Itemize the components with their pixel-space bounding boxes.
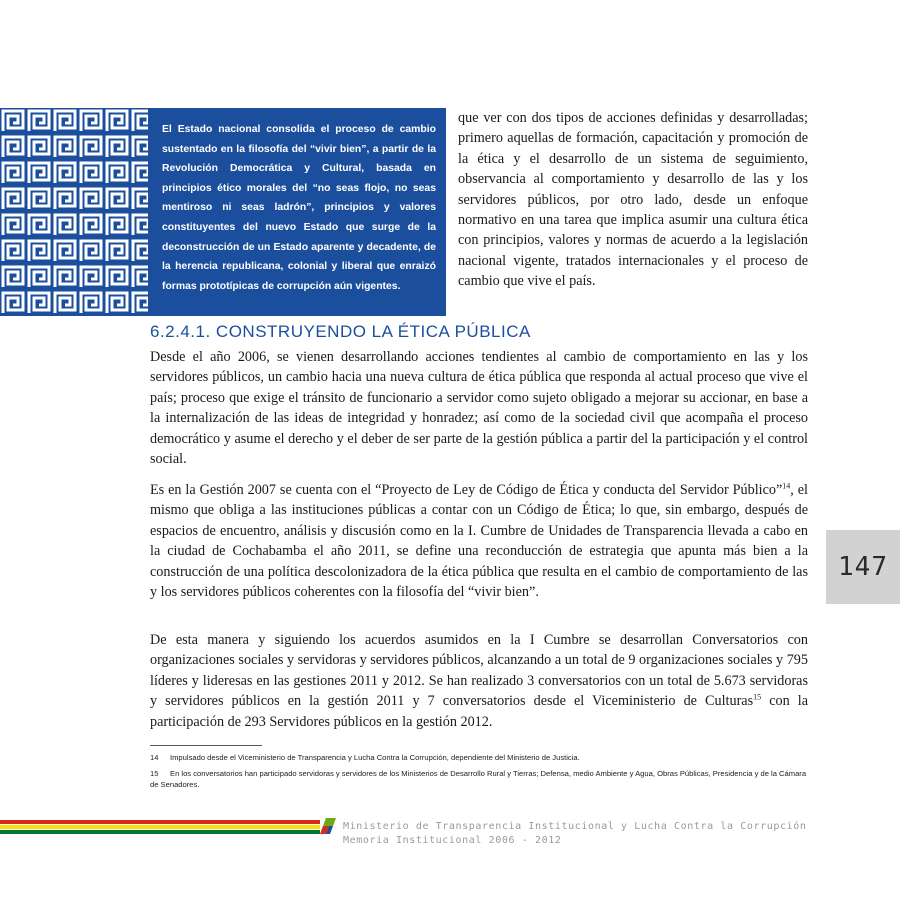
footer-ministry: Ministerio de Transparencia Institucional y Lucha Contra la Corrupción — [343, 821, 807, 832]
footnote-number: 15 — [150, 769, 159, 778]
paragraph-2-text-a: Es en la Gestión 2007 se cuenta con el “Proyecto de Ley de Código de Ética y conducta del Servidor Público” — [150, 482, 783, 498]
page-number: 147 — [838, 552, 888, 582]
footer-report-title: Memoria Institucional 2006 - 2012 — [343, 835, 562, 846]
highlight-callout-box — [148, 108, 446, 316]
wiphala-flag-icon — [320, 818, 336, 834]
paragraph-2-text-b: , el mismo que obliga a las instituciones públicas a contar con un Código de Ética; lo que, sin embargo, después de espacios de encuentro, análisis y discusión como en la I. Cumbre de Unidades de Transparencia llevada a cabo en la ciudad de Cochabamba el año 2011, se define una reconducción de estrategia que apunta más bien a la construcción de una política descolonizadora de la ética pública que resulta en el cambio de comportamiento de las y los servidores públicos coherentes con la filosofía del “vivir bien”. — [150, 482, 808, 601]
footnote-ref-14[interactable]: 14 — [782, 481, 791, 491]
paragraph-3-text-a: De esta manera y siguiendo los acuerdos asumidos en la I Cumbre se desarrollan Conversatorios con organizaciones sociales y servidoras y servidores públicos, alcanzando a un total de 9 organizaciones sociales y 795 líderes y lideresas en las gestiones 2011 y 2012. Se han realizado 3 conversatorios con un total de 5.673 servidoras y servidores públicos en la gestión 2011 y 7 conversatorios desde el Viceministerio de Culturas — [150, 632, 808, 710]
footnote-14 — [150, 752, 810, 763]
footnote-divider — [150, 745, 262, 746]
section-heading: 6.2.4.1. CONSTRUYENDO LA ÉTICA PÚBLICA — [150, 322, 531, 341]
body-paragraph-3 — [150, 630, 808, 732]
intro-paragraph: que ver con dos tipos de acciones definidas y desarrolladas; primero aquellas de formación, capacitación y promoción de la ética y el desarrollo de un sistema de seguimiento, observancia al comportamiento y desarrollo de las y los servidores públicos, por otro lado, desde un enfoque normativo en una tarea que implica asumir una cultura ética con principios, valores y normas de acuerdo a la legislación nacional vigente, tratados internacionales y el proceso de cambio que vive el país. — [458, 110, 808, 290]
footnote-15 — [150, 768, 810, 790]
body-paragraph-1: Desde el año 2006, se vienen desarrollando acciones tendientes al cambio de comportamiento en las y los servidores públicos, un cambio hacia una nueva cultura de ética pública que responda al actual proceso que vive el país; proceso que exige el tránsito de funcionario a servidor como sujeto obligado a mejorar su accionar, en base a la internalización de las ideas de integridad y honradez; así como de la sociedad civil que acompaña el proceso democrático y asume el derecho y el deber de ser parte de la gestión pública a partir del la participación y el control social. — [150, 349, 808, 468]
footnote-number: 14 — [150, 753, 159, 762]
andean-pattern-decoration — [0, 108, 148, 316]
footnote-text: En los conversatorios han participado servidoras y servidores de los Ministerios de Desarrollo Rural y Tierras; Defensa, medio Ambiente y Agua, Obras Públicas, Presidencia y de la Cámara de Senadores. — [150, 769, 807, 789]
callout-text: El Estado nacional consolida el proceso de cambio sustentado en la filosofía del “vivir bien”, a partir de la Revolución Democrática y Cultural, basada en principios ético morales del “no seas flojo, no seas mentiroso ni seas ladrón”, principios y valores constituyentes del nuevo Estado que surge de la deconstrucción de un Estado aparente y decadente, de la herencia republicana, colonial y liberal que enraizó formas prototípicas de corrupción aún vigentes. — [162, 124, 436, 292]
footnote-ref-15[interactable]: 15 — [753, 692, 762, 702]
green-stripe — [0, 830, 320, 834]
footer — [343, 820, 806, 848]
yellow-stripe — [0, 825, 320, 829]
paragraph-3-text-b: con la participación de 293 Servidores públicos en la gestión 2012. — [150, 693, 808, 730]
flag-stripes-decoration — [0, 820, 320, 834]
body-paragraph-2 — [150, 480, 808, 602]
greek-key-pattern-icon — [0, 108, 148, 316]
footnote-text: Impulsado desde el Viceministerio de Transparencia y Lucha Contra la Corrupción, dependiente del Ministerio de Justicia. — [170, 753, 580, 762]
page-number-tab — [826, 530, 900, 604]
red-stripe — [0, 820, 320, 824]
